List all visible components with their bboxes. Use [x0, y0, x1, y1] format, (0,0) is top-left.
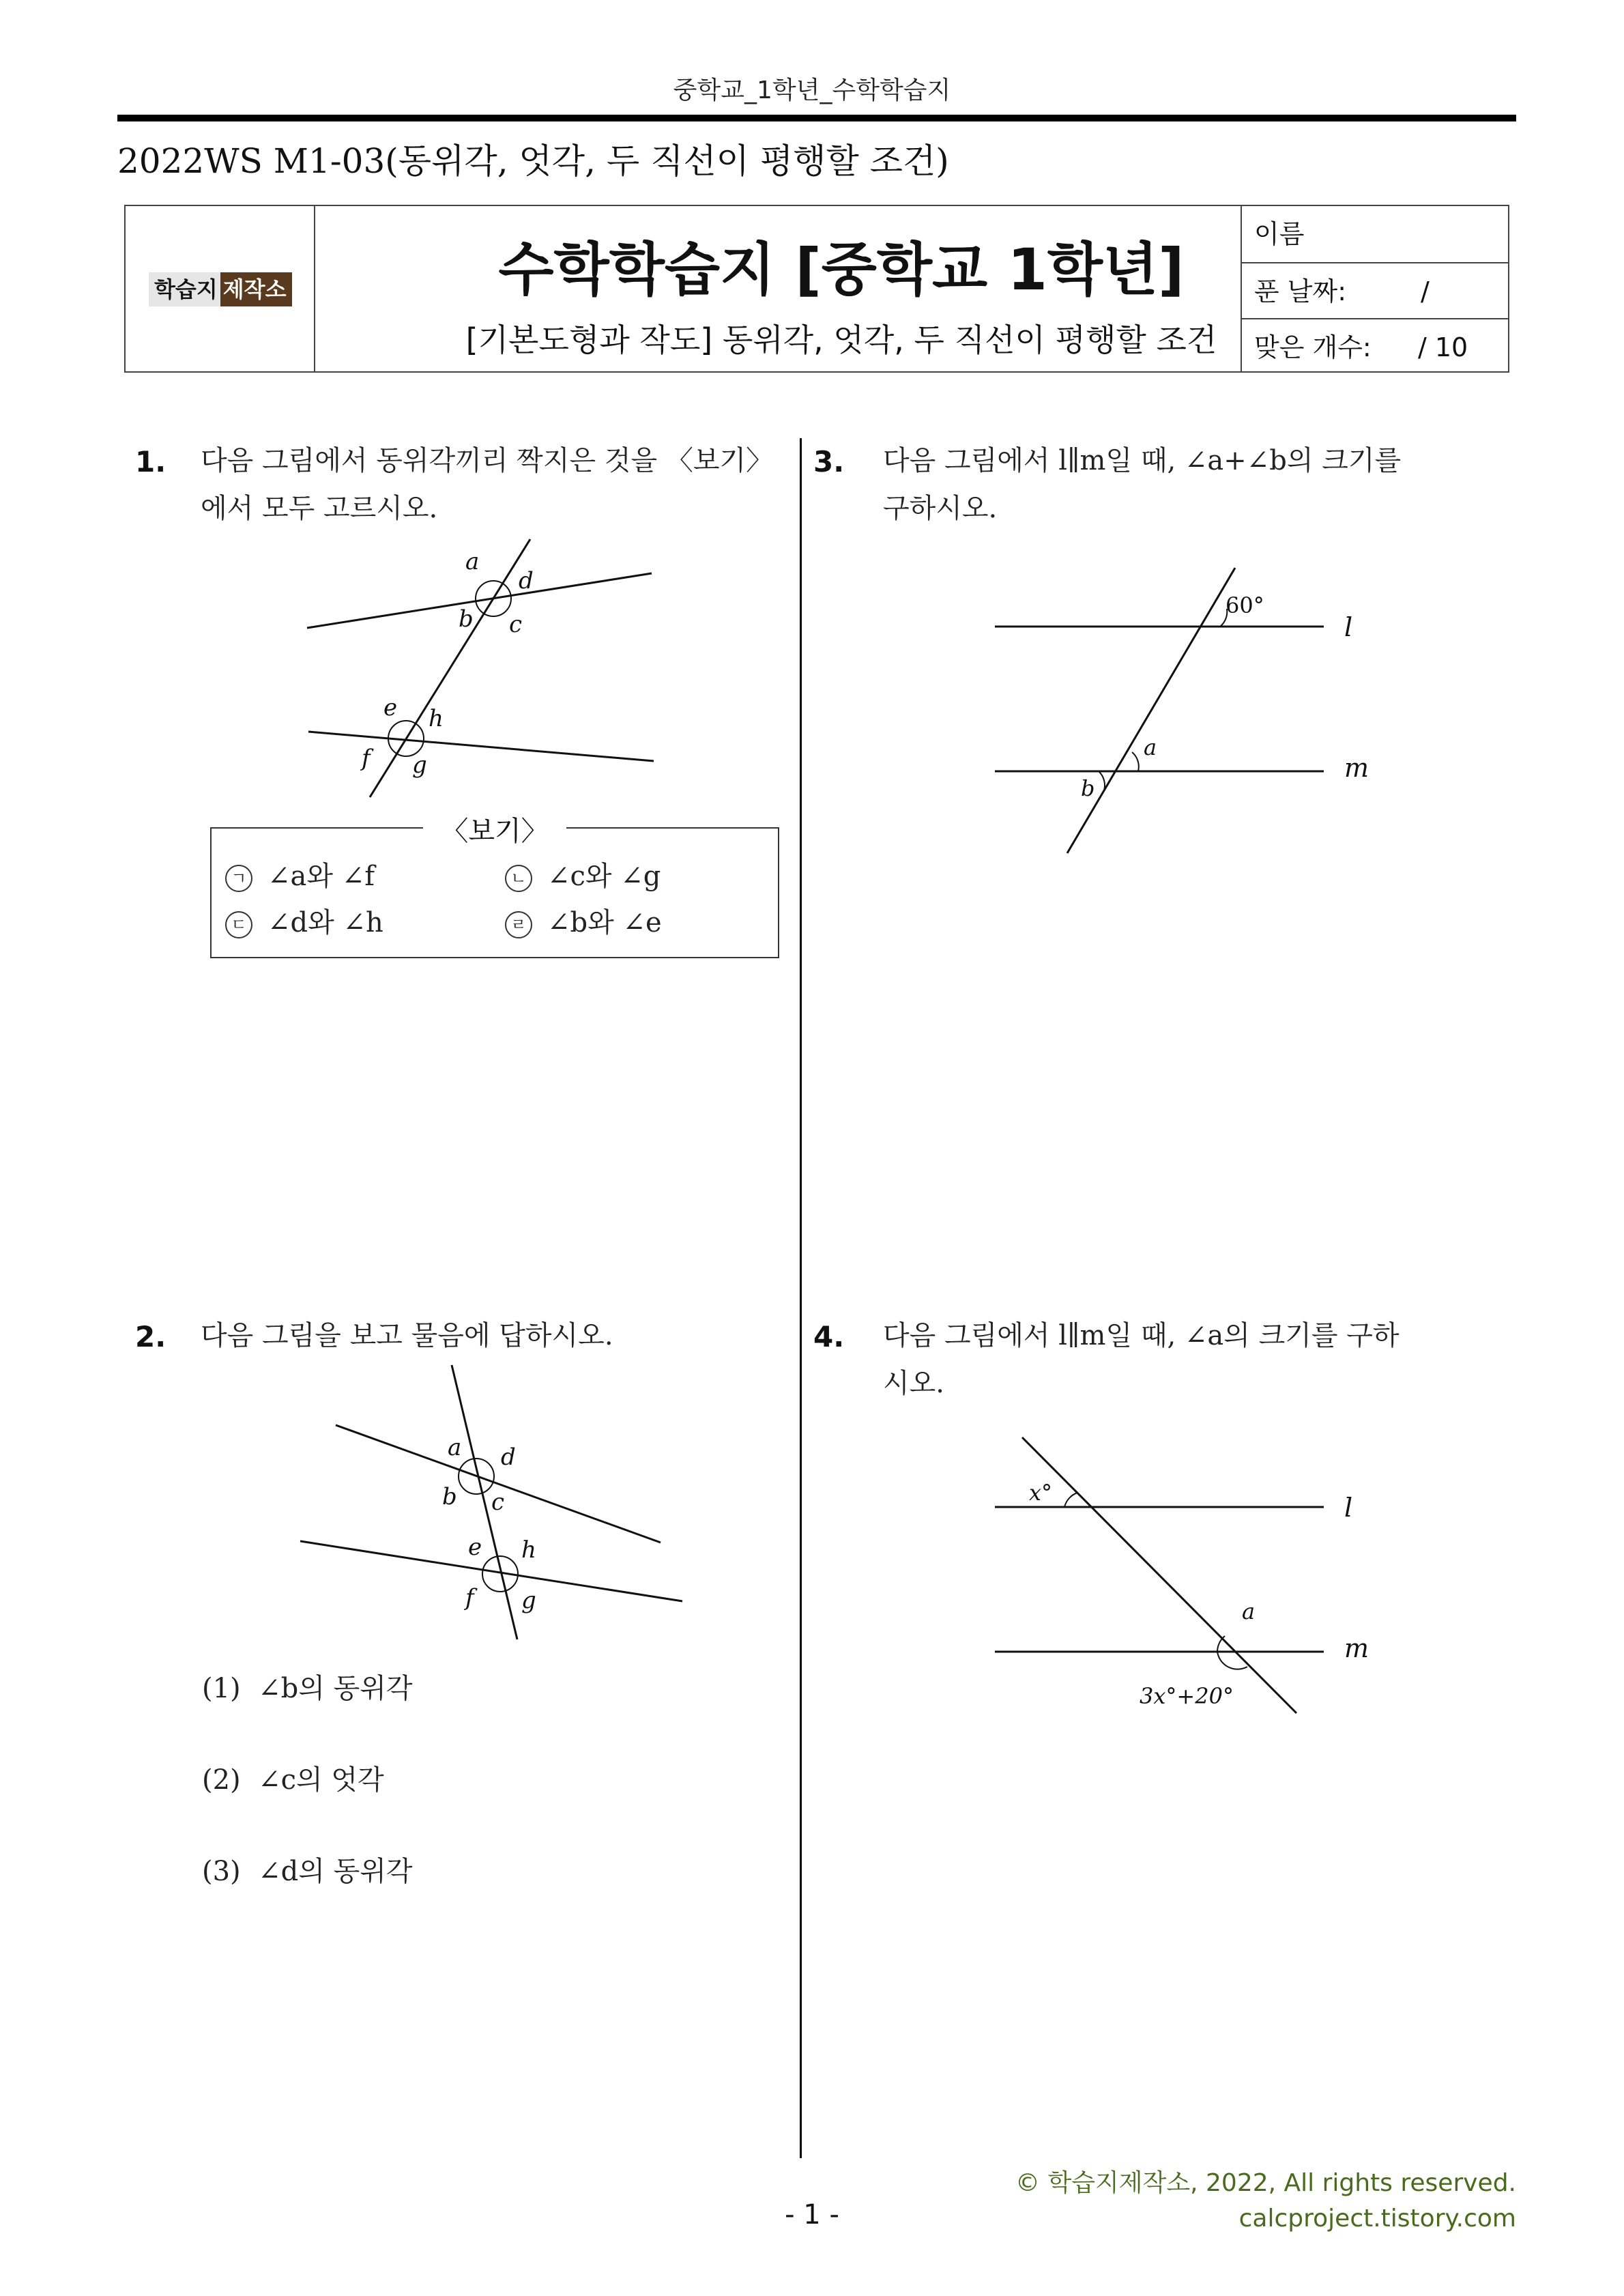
q2-sub-1-label: (1): [202, 1673, 241, 1704]
q1-choice-1-mark: ㄱ: [225, 865, 252, 892]
q3-number: 3.: [813, 445, 845, 478]
q2-sub-3-label: (3): [202, 1856, 241, 1887]
q4-text-line1: 다음 그림에서 l∥m일 때, ∠a의 크기를 구하: [883, 1320, 1400, 1351]
q2-label-f: f: [465, 1584, 474, 1611]
q1-choice-2-mark: ㄴ: [505, 865, 532, 892]
q4-label-l: l: [1344, 1493, 1353, 1523]
q1-line-lower: [308, 732, 654, 761]
page-subtitle: [기본도형과 작도] 동위각, 엇각, 두 직선이 평행할 조건: [465, 321, 1217, 358]
q1-label-c: c: [509, 611, 523, 638]
q2-sub-2: [202, 1758, 384, 1797]
copyright-text: © 학습지제작소, 2022, All rights reserved.: [1015, 2169, 1516, 2197]
date-separator: /: [1421, 276, 1430, 306]
q1-label-e: e: [383, 694, 398, 721]
q1-choice-4-text: ∠b와 ∠e: [547, 907, 662, 938]
q1-text-line2: 에서 모두 고르시오.: [201, 493, 438, 524]
score-row[interactable]: [1242, 318, 1508, 374]
q2-line-upper: [336, 1425, 661, 1542]
q2-label-d: d: [501, 1444, 516, 1471]
q3-label-60: 60°: [1226, 592, 1264, 618]
q3-text-line1: 다음 그림에서 l∥m일 때, ∠a+∠b의 크기를: [883, 445, 1402, 476]
q3-figure: [983, 560, 1406, 860]
q2-line-lower: [300, 1541, 682, 1601]
worksheet-header-box: [124, 205, 1509, 373]
q3-angle-arc-a: [1132, 752, 1139, 771]
q1-choice-2[interactable]: [505, 855, 661, 893]
q4-label-expr: 3x°+20°: [1140, 1683, 1234, 1709]
q1-choice-2-text: ∠c와 ∠g: [547, 861, 661, 892]
q2-sub-3-text: ∠d의 동위각: [258, 1856, 413, 1887]
q4-label-m: m: [1344, 1633, 1369, 1663]
logo: [149, 272, 292, 306]
q1-choice-4[interactable]: [505, 901, 662, 940]
q3-label-b: b: [1081, 775, 1095, 801]
q1-figure: [287, 532, 696, 805]
q4-figure: [983, 1426, 1419, 1727]
q1-number: 1.: [135, 445, 166, 478]
q2-sub-2-text: ∠c의 엇각: [258, 1764, 384, 1796]
name-row[interactable]: [1242, 206, 1508, 262]
date-row[interactable]: [1242, 262, 1508, 318]
q1-choice-3-mark: ㄷ: [225, 911, 252, 938]
logo-text-part1: 학습지: [149, 272, 220, 306]
q2-label-c: c: [491, 1489, 505, 1516]
q1-label-a: a: [465, 548, 480, 575]
q2-text-line1: 다음 그림을 보고 물음에 답하시오.: [201, 1320, 613, 1351]
q4-angle-arc-x: [1064, 1493, 1077, 1507]
q2-sub-2-label: (2): [202, 1764, 241, 1796]
q1-choice-1-text: ∠a와 ∠f: [267, 861, 375, 892]
q4-number: 4.: [813, 1320, 845, 1353]
q1-choices-title: 〈보기〉: [423, 809, 566, 848]
page-number: - 1 -: [785, 2199, 839, 2230]
score-label: 맞은 개수:: [1254, 332, 1372, 362]
q2-sub-1-text: ∠b의 동위각: [258, 1673, 413, 1704]
q1-label-b: b: [459, 605, 474, 633]
q1-choice-3-text: ∠d와 ∠h: [267, 907, 383, 938]
q2-label-h: h: [521, 1536, 536, 1564]
name-label: 이름: [1254, 219, 1305, 249]
q3-label-m: m: [1344, 753, 1369, 783]
q1-label-g: g: [412, 751, 427, 779]
q3-label-a: a: [1144, 734, 1157, 760]
title-cell: [315, 206, 1367, 371]
q1-text-line1: 다음 그림에서 동위각끼리 짝지은 것을 〈보기〉: [201, 445, 774, 476]
q3-text-line2: 구하시오.: [883, 493, 998, 524]
q1-label-h: h: [429, 705, 444, 732]
q1-transversal: [370, 539, 530, 797]
q3-label-l: l: [1344, 612, 1353, 642]
q2-label-g: g: [521, 1587, 536, 1614]
logo-text-part2: 제작소: [220, 272, 292, 306]
q2-number: 2.: [135, 1320, 166, 1353]
q1-label-f: f: [362, 745, 371, 772]
q4-label-x: x°: [1029, 1480, 1053, 1506]
site-link[interactable]: calcproject.tistory.com: [1238, 2205, 1516, 2233]
q2-figure: [287, 1358, 696, 1659]
column-divider: [800, 438, 802, 2158]
q4-text-line2: 시오.: [883, 1368, 944, 1399]
score-total: / 10: [1418, 332, 1468, 362]
q3-transversal: [1067, 568, 1235, 853]
q1-choice-1[interactable]: [225, 855, 375, 893]
q2-sub-3: [202, 1850, 413, 1889]
top-rule: [117, 115, 1516, 121]
q4-label-a: a: [1242, 1598, 1256, 1624]
info-cell: [1241, 206, 1508, 371]
page-title: 수학학습지 [중학교 1학년]: [498, 236, 1185, 303]
q4-transversal: [1022, 1437, 1296, 1713]
running-header: 중학교_1학년_수학학습지: [673, 76, 951, 104]
q2-transversal: [452, 1365, 517, 1639]
q2-label-a: a: [448, 1434, 462, 1461]
q1-label-d: d: [519, 567, 534, 594]
q2-sub-1: [202, 1667, 413, 1706]
q1-choice-4-mark: ㄹ: [505, 911, 532, 938]
q1-choice-3[interactable]: [225, 901, 383, 940]
q2-label-e: e: [468, 1534, 482, 1561]
q3-angle-arc-b: [1099, 771, 1105, 790]
worksheet-code-title: 2022WS M1-03(동위각, 엇각, 두 직선이 평행할 조건): [117, 141, 949, 181]
logo-cell: [126, 206, 315, 371]
q2-label-b: b: [442, 1483, 457, 1510]
date-label: 푼 날짜:: [1254, 276, 1347, 306]
